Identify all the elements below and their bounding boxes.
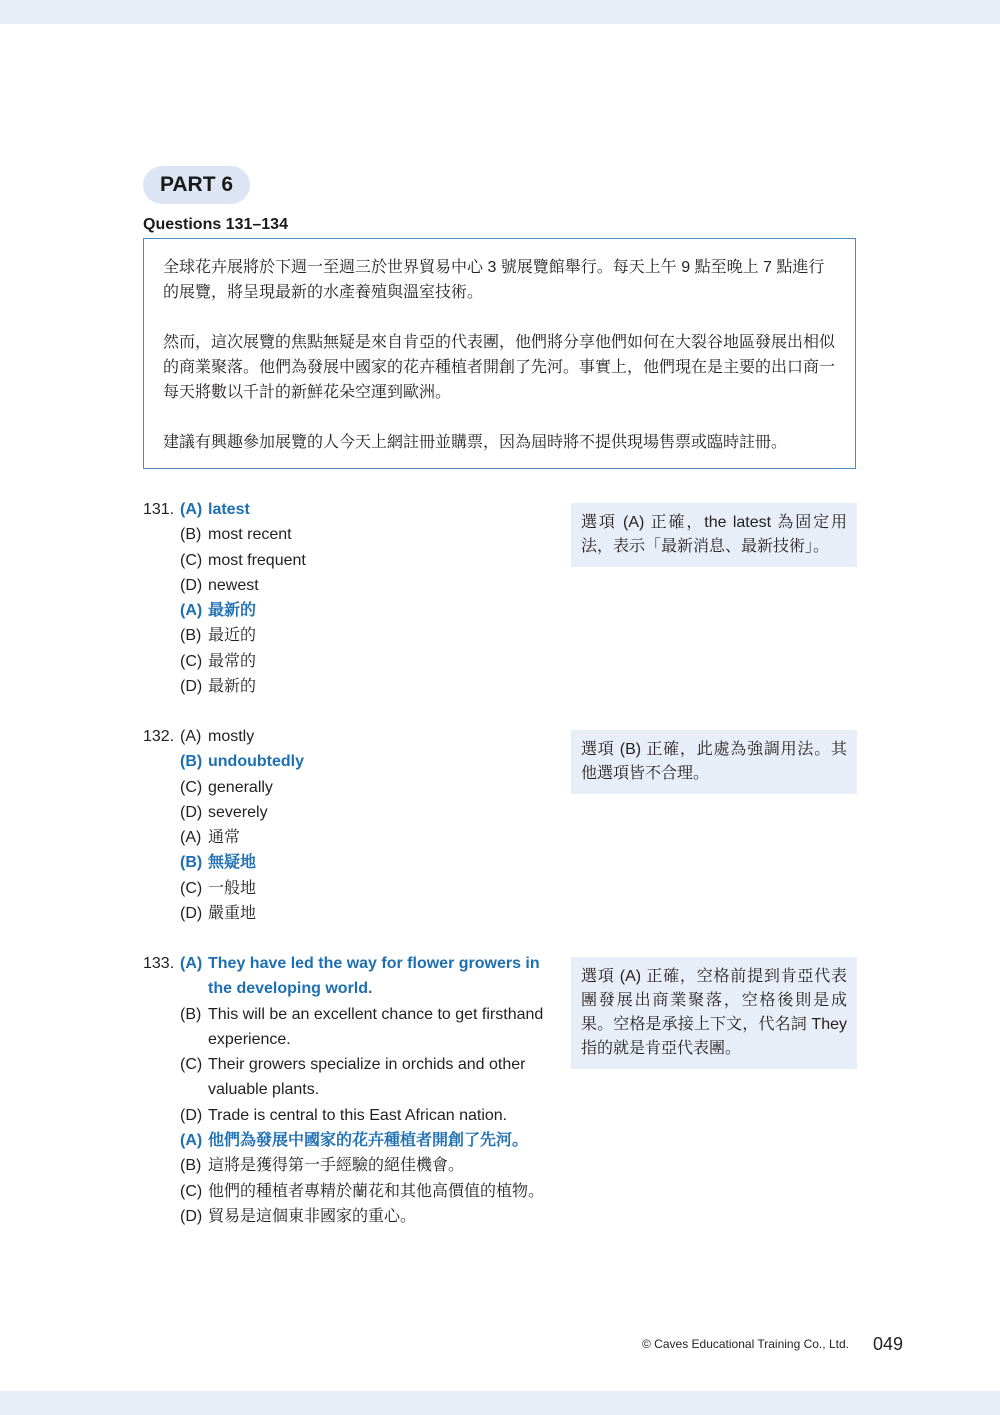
option: (C) Their growers specialize in orchids and other valuable plants.	[180, 1056, 526, 1099]
question-number: 133.	[143, 955, 175, 972]
page-number: 049	[873, 1334, 904, 1354]
option-translation: (D) 貿易是這個東非國家的重心。	[180, 1207, 417, 1225]
option-translation: (A) 通常	[180, 829, 241, 847]
option-translation: (C) 最常的	[180, 652, 257, 670]
passage-paragraph: 建議有興趣參加展覽的人今天上網註冊並購票，因為屆時將不提供現場售票或臨時註冊。	[163, 434, 788, 451]
option-correct: (A) latest	[180, 501, 250, 518]
option: (D) severely	[180, 803, 268, 821]
option: (B) most recent	[180, 526, 292, 544]
option-list	[180, 497, 550, 699]
questions-range-title: Questions 131–134	[143, 216, 288, 233]
option-translation-correct: (A) 最新的	[180, 602, 257, 620]
option-translation: (B) 最近的	[180, 627, 257, 645]
passage-paragraph: 然而，這次展覽的焦點無疑是來自肯亞的代表團，他們將分享他們如何在大裂谷地區發展出相似的商業聚落。他們為發展中國家的花卉種植者開創了先河。事實上，他們現在是主要的出口商一每天將數以千計的新鮮花朵空運到歐洲。	[163, 334, 836, 401]
explanation-box: 選項 (A) 正確，the latest 為固定用法，表示「最新消息、最新技術」。	[571, 503, 857, 567]
option-translation-correct: (B) 無疑地	[180, 854, 257, 872]
top-band	[0, 0, 1000, 24]
explanation-box: 選項 (A) 正確，空格前提到肯亞代表團發展出商業聚落，空格後則是成果。空格是承接上下文，代名詞 They 指的就是肯亞代表團。	[571, 957, 857, 1069]
explanation-box: 選項 (B) 正確，此處為強調用法。其他選項皆不合理。	[571, 730, 857, 794]
passage-paragraph: 全球花卉展將於下週一至週三於世界貿易中心 3 號展覽館舉行。每天上午 9 點至晚上 7 點進行的展覽，將呈現最新的水產養殖與溫室技術。	[163, 259, 825, 301]
option-translation: (D) 最新的	[180, 678, 257, 696]
option-correct: (A) They have led the way for flower growers in the developing world.	[180, 955, 540, 998]
question-number: 131.	[143, 501, 175, 518]
option-translation: (D) 嚴重地	[180, 905, 257, 923]
bottom-band	[0, 1391, 1000, 1415]
part-badge: PART 6	[143, 166, 250, 204]
option-list	[180, 724, 550, 926]
copyright-text: © Caves Educational Training Co., Ltd.	[642, 1337, 849, 1351]
question-number: 132.	[143, 728, 175, 745]
option-list	[180, 951, 550, 1229]
option-correct: (B) undoubtedly	[180, 753, 304, 771]
option: (D) newest	[180, 576, 259, 594]
option: (D) Trade is central to this East African nation.	[180, 1106, 508, 1124]
option: (C) generally	[180, 778, 273, 796]
option: (B) This will be an excellent chance to get firsthand experience.	[180, 1005, 544, 1048]
option-translation: (B) 這將是獲得第一手經驗的絕佳機會。	[180, 1157, 465, 1175]
option-translation: (C) 一般地	[180, 879, 257, 897]
option: (A) mostly	[180, 728, 255, 745]
option-translation-correct: (A) 他們為發展中國家的花卉種植者開創了先河。	[180, 1132, 529, 1150]
passage-box	[143, 238, 856, 469]
option: (C) most frequent	[180, 551, 306, 569]
option-translation: (C) 他們的種植者專精於蘭花和其他高價值的植物。	[180, 1182, 545, 1200]
